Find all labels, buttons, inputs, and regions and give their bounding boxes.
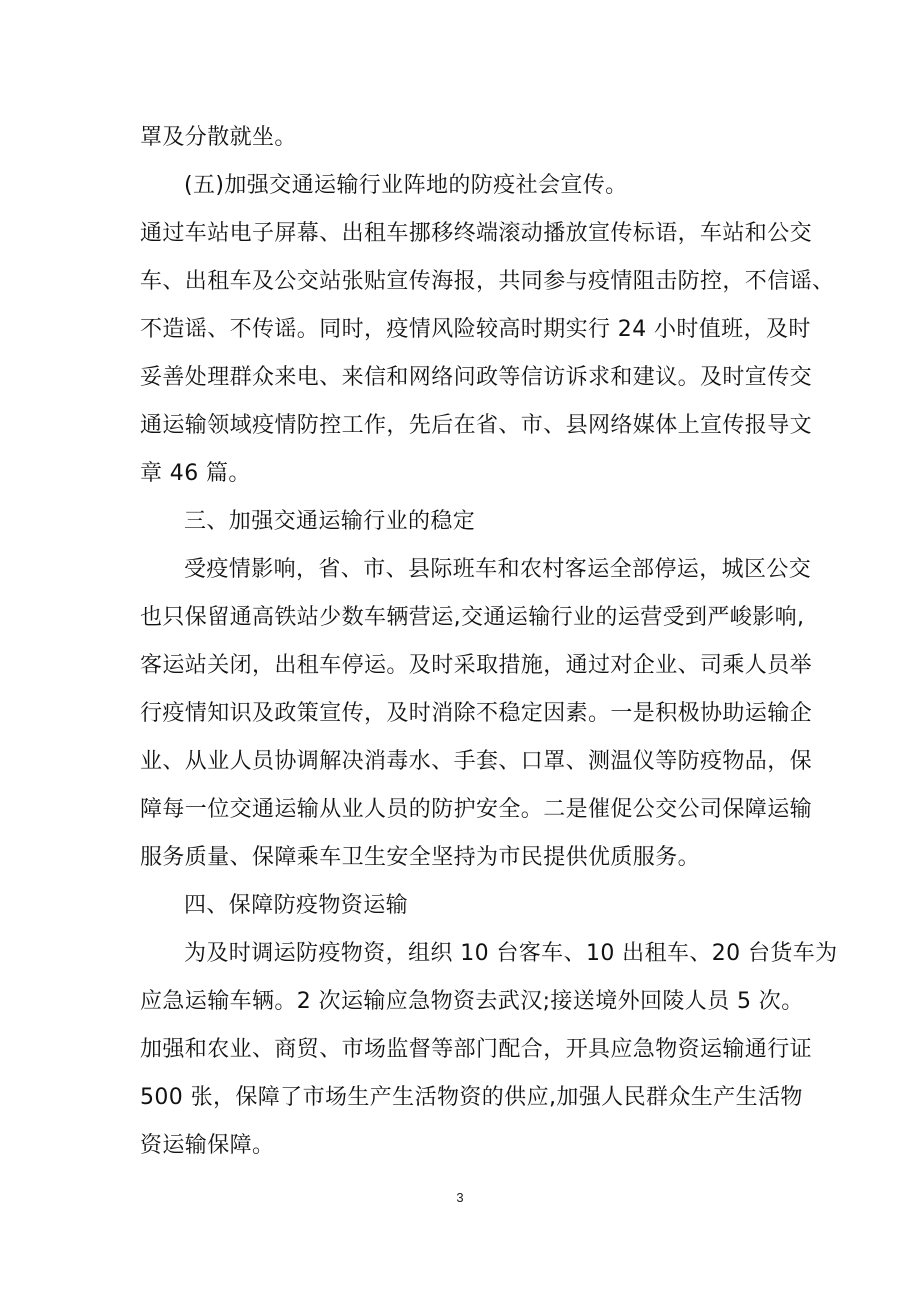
paragraph-line: 资运输保障。 <box>140 1133 275 1158</box>
paragraph-line: 受疫情影响，省、市、县际班车和农村客运全部停运，城区公交 <box>184 557 812 582</box>
paragraph-line: 为及时调运防疫物资，组织 10 台客车、10 出租车、20 台货车为 <box>184 941 838 966</box>
paragraph-line: 不造谣、不传谣。同时，疫情风险较高时期实行 24 小时值班，及时 <box>140 317 811 342</box>
paragraph-line: 通过车站电子屏幕、出租车挪移终端滚动播放宣传标语，车站和公交 <box>140 221 813 246</box>
paragraph-line: 500 张，保障了市场生产生活物资的供应,加强人民群众生产生活物 <box>140 1085 803 1110</box>
section-heading: (五)加强交通运输行业阵地的防疫社会宣传。 <box>184 173 628 198</box>
paragraph-line: 通运输领域疫情防控工作，先后在省、市、县网络媒体上宣传报导文 <box>140 413 813 438</box>
page-number: 3 <box>456 1190 464 1205</box>
paragraph-line: 客运站关闭，出租车停运。及时采取措施，通过对企业、司乘人员举 <box>140 653 813 678</box>
paragraph-line: 行疫情知识及政策宣传，及时消除不稳定因素。一是积极协助运输企 <box>140 701 813 726</box>
paragraph-line: 加强和农业、商贸、市场监督等部门配合，开具应急物资运输通行证 <box>140 1037 813 1062</box>
paragraph-line: 章 46 篇。 <box>140 461 251 486</box>
paragraph-line: 车、出租车及公交站张贴宣传海报，共同参与疫情阻击防控，不信谣、 <box>140 269 835 294</box>
paragraph-line: 应急运输车辆。2 次运输应急物资去武汉;接送境外回陵人员 5 次。 <box>140 989 804 1014</box>
paragraph-line: 罩及分散就坐。 <box>140 125 297 150</box>
paragraph-line: 也只保留通高铁站少数车辆营运,交通运输行业的运营受到严峻影响, <box>140 605 805 630</box>
paragraph-line: 妥善处理群众来电、来信和网络问政等信访诉求和建议。及时宣传交 <box>140 365 813 390</box>
paragraph-line: 障每一位交通运输从业人员的防护安全。二是催促公交公司保障运输 <box>140 797 813 822</box>
paragraph-line: 业、从业人员协调解决消毒水、手套、口罩、测温仪等防疫物品，保 <box>140 749 813 774</box>
section-heading: 四、保障防疫物资运输 <box>184 893 409 918</box>
paragraph-line: 服务质量、保障乘车卫生安全坚持为市民提供优质服务。 <box>140 845 701 870</box>
section-heading: 三、加强交通运输行业的稳定 <box>184 509 476 534</box>
